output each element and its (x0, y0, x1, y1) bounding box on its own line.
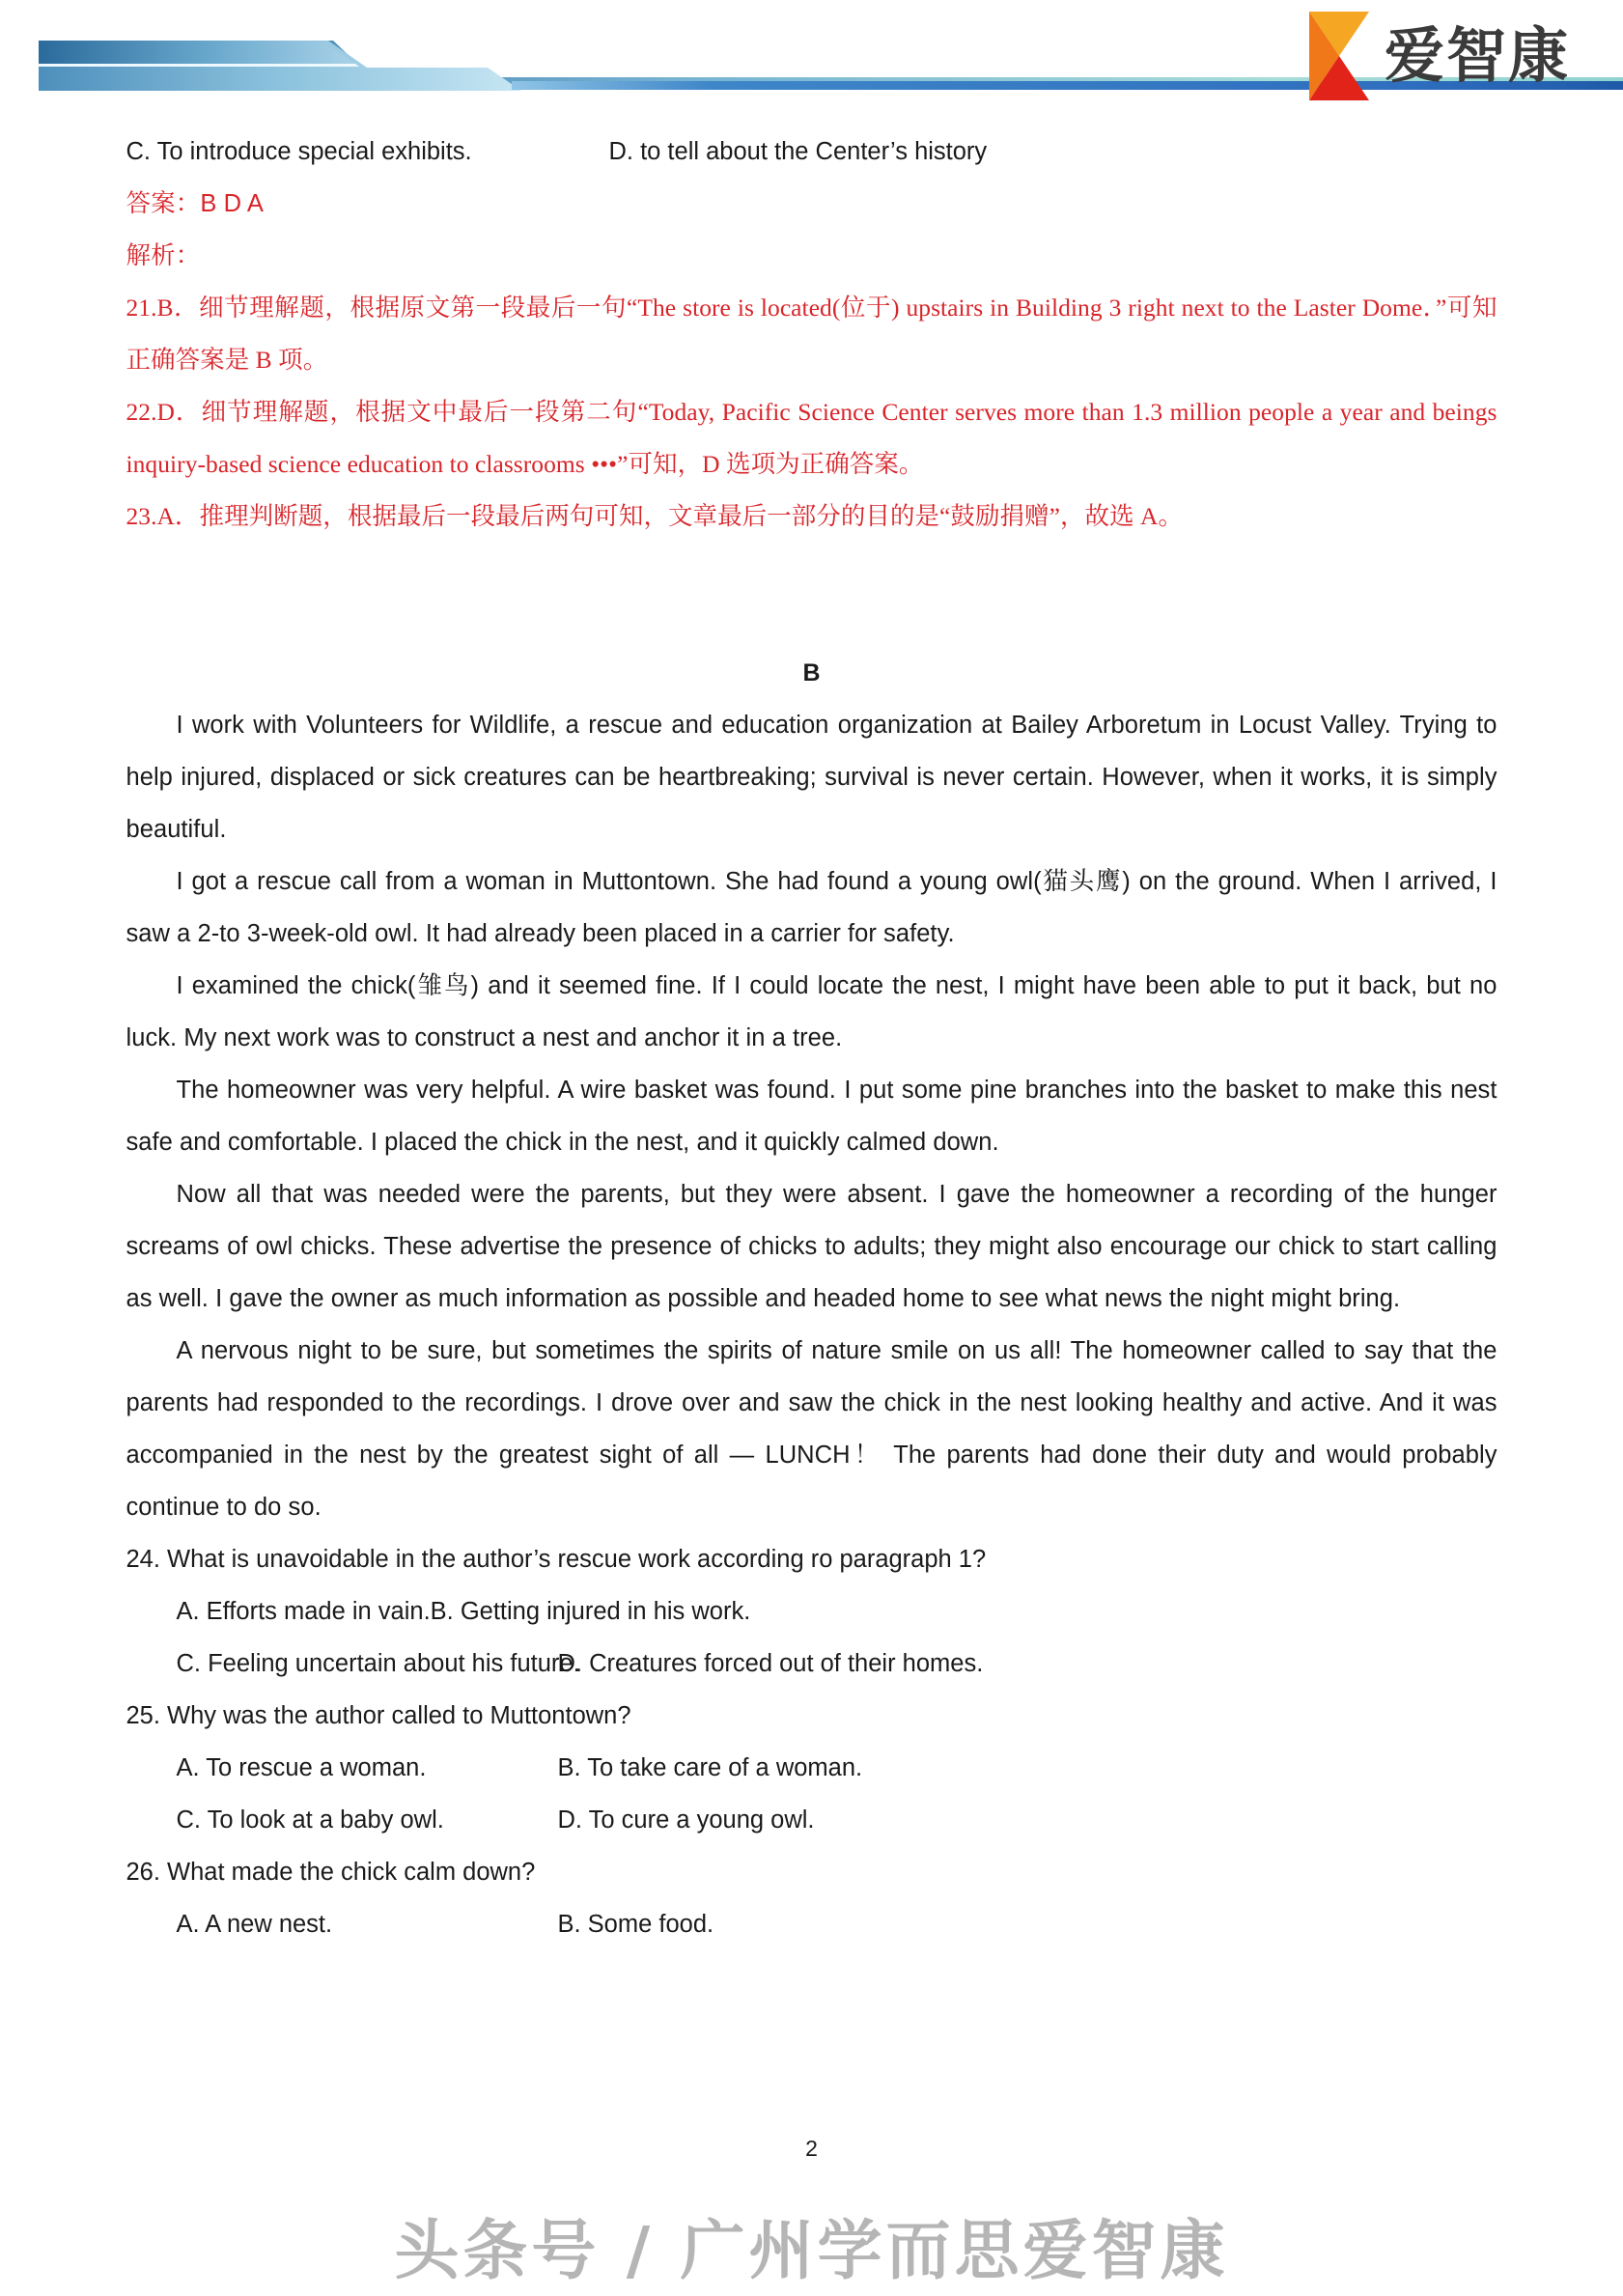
answer-label: 答案： (126, 190, 201, 217)
option-d-24[interactable]: D. Creatures forced out of their homes. (557, 1650, 984, 1677)
question-24-options-row-1 (126, 1585, 1497, 1638)
question-24-options-row-2 (126, 1638, 1497, 1690)
analysis-item-23: 23.A．推理判断题，根据最后一段最后两句可知，文章最后一部分的目的是“鼓励捐赠”，故选 A。 (126, 502, 1184, 530)
question-25-options-row-2 (126, 1794, 1497, 1846)
page-number: 2 (805, 2136, 818, 2161)
option-c-24[interactable]: C. Feeling uncertain about his future. (176, 1650, 580, 1677)
option-d-prev: D. to tell about the Center’s history (608, 138, 988, 165)
question-stem-24: 24. What is unavoidable in the author’s rescue work according ro paragraph 1? (126, 1546, 987, 1573)
question-stem-25: 25. Why was the author called to Muttontown? (126, 1702, 631, 1729)
option-b-26[interactable]: B. Some food. (557, 1911, 714, 1938)
passage-paragraph: The homeowner was very helpful. A wire basket was found. I put some pine branches into the basket to make this nest safe and comfortable. I placed the chick in the nest, and it quickly calmed down. (126, 1077, 1497, 1156)
option-c-25[interactable]: C. To look at a baby owl. (176, 1806, 444, 1834)
option-a-24[interactable]: A. Efforts made in vain. (176, 1598, 431, 1625)
aizhikang-logo-icon (1309, 12, 1369, 100)
option-a-26[interactable]: A. A new nest. (176, 1911, 333, 1938)
prev-question-options-row (126, 126, 1497, 178)
analysis-item-21: 21.B．细节理解题，根据原文第一段最后一句“The store is located(位于) upstairs in Building 3 right next to the Laster Dome．”可知正确答案是 B 项。 (126, 294, 1497, 374)
passage-paragraph: I examined the chick(雏鸟) and it seemed fine. If I could locate the nest, I might have been able to put it back, but no luck. My next work was to construct a nest and anchor it in a tree. (126, 972, 1497, 1051)
question-25-options-row-1 (126, 1742, 1497, 1794)
question-stem-26: 26. What made the chick calm down? (126, 1859, 536, 1886)
analysis-item-22: 22.D．细节理解题，根据文中最后一段第二句“Today, Pacific Science Center serves more than 1.3 million people a year and beings inquiry-based science education to classrooms •••”可知，D 选项为正确答案。 (126, 398, 1497, 478)
section-gap (126, 543, 1497, 647)
option-b-24[interactable]: B. Getting injured in his work. (430, 1598, 751, 1625)
question-26-options-row-1 (126, 1898, 1497, 1950)
answer-line (126, 178, 1497, 230)
passage-paragraph: A nervous night to be sure, but sometimes the spirits of nature smile on us all! The homeowner called to say that the parents had responded to the recordings. I drove over and saw the chick in the nest looking healthy and active. And it was accompanied in the nest by the greatest sight of all — LUNCH！ The parents had done their duty and would probably continue to do so. (126, 1337, 1497, 1521)
passage-paragraph: I got a rescue call from a woman in Muttontown. She had found a young owl(猫头鹰) on the ground. When I arrived, I saw a 2-to 3-week-old owl. It had already been placed in a carrier for safety. (126, 868, 1497, 947)
page-header (0, 0, 1623, 126)
option-d-25[interactable]: D. To cure a young owl. (557, 1806, 815, 1834)
brand-logo (1309, 12, 1570, 100)
passage-section-label: B (802, 659, 821, 686)
analysis-label: 解析： (126, 241, 201, 269)
option-a-25[interactable]: A. To rescue a woman. (176, 1754, 427, 1781)
passage-paragraph: Now all that was needed were the parents, but they were absent. I gave the homeowner a recording of the hunger screams of owl chicks. These advertise the presence of chicks to adults; they might also encourage our chick to start calling as well. I gave the owner as much information as possible and headed home to see what news the night might bring. (126, 1181, 1497, 1312)
brand-name: 爱智康 (1384, 20, 1570, 91)
document-body (0, 126, 1623, 1950)
watermark: 头条号 / 广州学而思爱智康 (394, 2213, 1229, 2288)
answer-value: B D A (200, 190, 265, 217)
option-b-25[interactable]: B. To take care of a woman. (557, 1754, 863, 1781)
passage-paragraph: I work with Volunteers for Wildlife, a rescue and education organization at Bailey Arboretum in Locust Valley. Trying to help injured, displaced or sick creatures can be heartbreaking; survival is never certain. However, when it works, it is simply beautiful. (126, 712, 1497, 843)
option-c-prev: C. To introduce special exhibits. (126, 138, 472, 165)
